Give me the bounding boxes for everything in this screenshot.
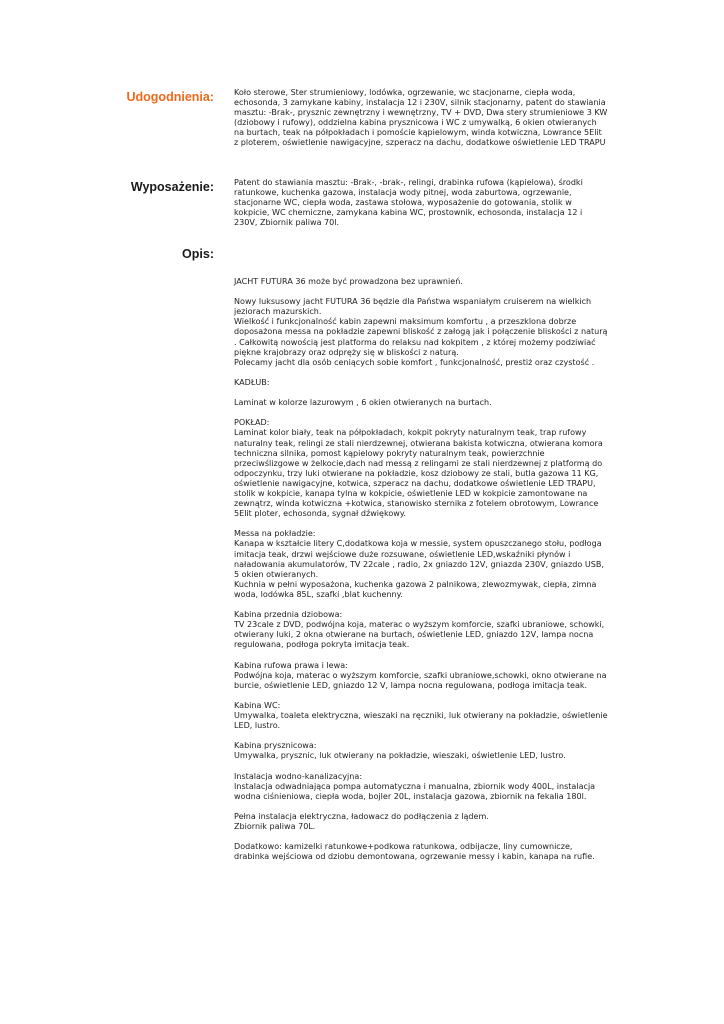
paragraph-gap	[234, 650, 608, 660]
opis-label: Opis:	[182, 247, 214, 261]
wyposazenie-text	[234, 178, 608, 228]
udogodnienia-text	[234, 88, 608, 149]
opis-paragraph: Laminat w kolorze lazurowym , 6 okien otwieranych na burtach.	[234, 398, 492, 408]
paragraph-gap	[234, 600, 608, 610]
opis-paragraph: Nowy luksusowy jacht FUTURA 36 będzie dla Państwa wspaniałym cruiserem na wielkich jeziorach mazurskich. Wielkość i funkcjonalność kabin zapewni maksimum komfortu , a przeszklona dobrze doposażona messa na pokładzie zapewni bliskość z załogą jak i połączenie bliskości z naturą . Całkowitą nowością jest platforma do relaksu nad kokpitem , z której możemy podziwiać piękne krajobrazy oraz odpręży się w bliskości z naturą. Polecamy jacht dla osób ceniących sobie komfort , funkcjonalność, prestiż oraz czystość .	[234, 297, 608, 367]
paragraph-gap	[234, 691, 608, 701]
wyposazenie-label: Wyposażenie:	[130, 180, 214, 194]
opis-paragraph: Kabina przednia dziobowa: TV 23cale z DVD, podwójna koja, materac o wyższym komforcie, szafki ubraniowe, schowki, otwierany luki, 2 okna otwierane na burtach, oświetlenie LED, gniazdo 12V, lampa nocna regulowana, podłoga pokryta imitacja teak.	[234, 610, 605, 650]
udogodnienia-paragraph: Koło sterowe, Ster strumieniowy, lodówka, ogrzewanie, wc stacjonarne, ciepła woda, echosonda, 3 zamykane kabiny, instalacja 12 i 230V, silnik stacjonarny, patent do stawiania masztu: -Brak-, prysznic zewnętrzny i wewnętrzny, TV + DVD, Dwa stery strumieniowe 3 KW (dziobowy i rufowy), oddzielna kabina prysznicowa i WC z umywalką, 6 okien otwieranych na burtach, teak na półpokładach i pomoście kąpielowym, winda kotwiczna, Lowrance 5Elit z ploterem, oświetlenie nawigacyjne, szperacz na dachu, dodatkowe oświetlenie LED TRAPU	[234, 88, 608, 148]
opis-paragraph: Kabina rufowa prawa i lewa: Podwójna koja, materac o wyższym komforcie, szafki ubraniowe,schowki, okno otwierane na burcie, oświetlenie LED, gniazdo 12 V, lampa nocna regulowana, podłoga imitacja teak.	[234, 660, 607, 690]
paragraph-gap	[234, 731, 608, 741]
paragraph-gap	[234, 832, 608, 842]
opis-text	[234, 277, 608, 862]
opis-paragraph: Messa na pokładzie: Kanapa w kształcie litery C,dodatkowa koja w messie, system opuszczanego stołu, podłoga imitacja teak, drzwi wejściowe duże rozsuwane, oświetlenie LED,wskaźniki płynów i naładowania akumulatorów, TV 22cale , radio, 2x gniazdo 12V, gniazda 230V, gniazdo USB, 5 okien otwieranych. Kuchnia w pełni wyposażona, kuchenka gazowa 2 palnikowa, zlewozmywak, ciepła, zimna woda, lodówka 85L, szafki ,blat kuchenny.	[234, 529, 604, 599]
opis-paragraph: POKŁAD: Laminat kolor biały, teak na półpokładach, kokpit pokryty naturalnym teak, trap rufowy naturalny teak, relingi ze stali nierdzewnej, otwierana bakista kotwiczna, otwierana komora techniczna silnika, pomost kąpielowy pokryty naturalnym teak, powierzchnie przeciwślizgowe w żelkocie,dach nad messą z relingami ze stali nierdzewnej z platformą do odpoczynku, trzy luki otwierane na pokładzie, kosz dziobowy ze stali, butla gazowa 11 KG, oświetlenie nawigacyjne, kotwica, szperacz na dachu, dodatkowe oświetlenie LED TRAPU, stolik w kokpicie, kanapa tylna w kokpicie, oświetlenie LED w kokpicie zamontowane na zewnątrz, winda kotwiczna +kotwica, stanowisko sternika z fotelem obrotowym, Lowrance 5Elit ploter, echosonda, sygnał dźwiękowy.	[234, 418, 603, 519]
udogodnienia-label: Udogodnienia:	[126, 90, 214, 104]
paragraph-gap	[234, 368, 608, 378]
paragraph-gap	[234, 519, 608, 529]
opis-paragraph: Instalacja wodno-kanalizacyjna: Instalacja odwadniająca pompa automatyczna i manualna, zbiornik wody 400L, instalacja wodna ciśnieniowa, ciepła woda, bojler 20L, instalacja gazowa, zbiornik na fekalia 180l.	[234, 771, 596, 801]
wyposazenie-paragraph: Patent do stawiania masztu: -Brak-, -brak-, relingi, drabinka rufowa (kąpielowa), środki ratunkowe, kuchenka gazowa, instalacja wody pitnej, woda zaburtowa, ogrzewanie, stacjonarne WC, ciepła woda, zastawa stołowa, wyposażenie do gotowania, stolik w kokpicie, WC chemiczne, zamykana kabina WC, prostownik, echosonda, instalacja 12 i 230V, Zbiornik paliwa 70l.	[234, 178, 583, 228]
paragraph-gap	[234, 388, 608, 398]
opis-paragraph: Pełna instalacja elektryczna, ładowacz do podłączenia z lądem. Zbiornik paliwa 70L.	[234, 811, 489, 832]
opis-paragraph: Kabina prysznicowa: Umywalka, prysznic, luk otwierany na pokładzie, wieszaki, oświetlenie LED, lustro.	[234, 741, 566, 761]
opis-paragraph: Dodatkowo: kamizelki ratunkowe+podkowa ratunkowa, odbijacze, liny cumownicze, drabinka wejściowa od dziobu demontowana, ogrzewanie messy i kabin, kanapa na rufie.	[234, 842, 595, 862]
opis-paragraph: KADŁUB:	[234, 377, 270, 387]
paragraph-gap	[234, 287, 608, 297]
paragraph-gap	[234, 408, 608, 418]
opis-paragraph: JACHT FUTURA 36 może być prowadzona bez uprawnień.	[234, 277, 463, 286]
paragraph-gap	[234, 762, 608, 772]
opis-paragraph: Kabina WC: Umywalka, toaleta elektryczna, wieszaki na ręczniki, luk otwierany na pokładzie, oświetlenie LED, lustro.	[234, 700, 608, 731]
paragraph-gap	[234, 802, 608, 812]
